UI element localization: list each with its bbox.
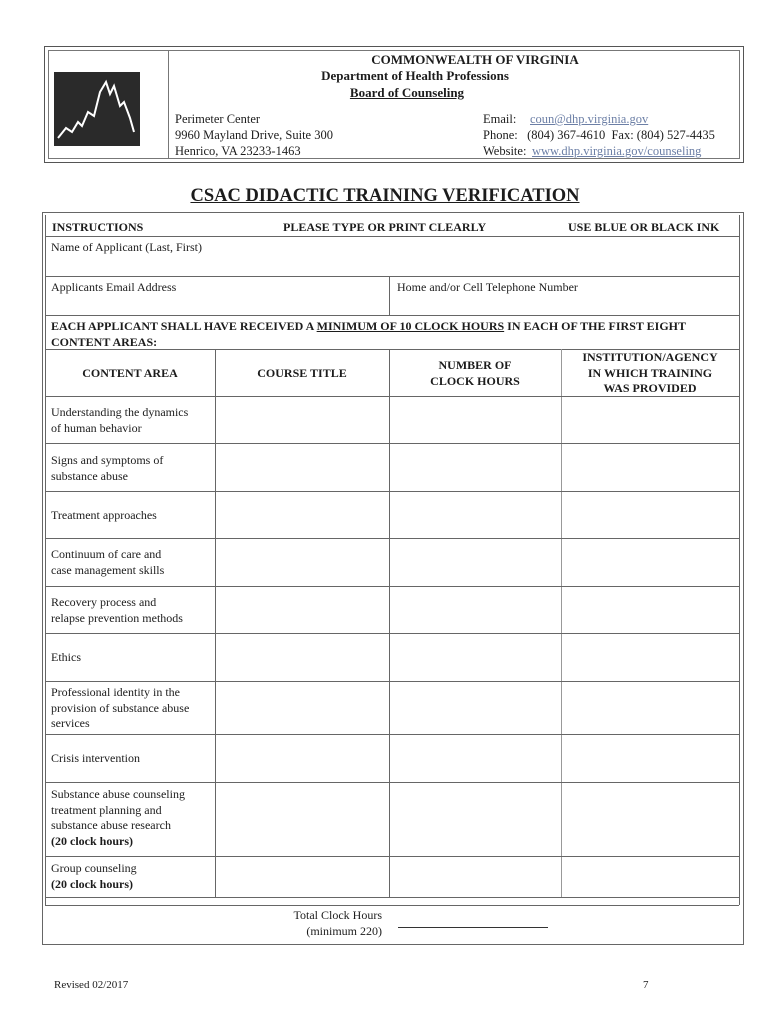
table-row: Substance abuse counseling treatment planning and substance abuse research (20 clock hours)	[51, 787, 185, 848]
clock-hours-header: NUMBER OF CLOCK HOURS	[430, 358, 520, 388]
total-hours-field[interactable]	[398, 911, 548, 927]
applicant-email-label: Applicants Email Address	[51, 280, 177, 294]
telephone-label: Home and/or Cell Telephone Number	[397, 280, 578, 294]
table-row: Ethics	[51, 650, 81, 664]
table-row: Recovery process and relapse prevention methods	[51, 595, 183, 625]
form-title: CSAC DIDACTIC TRAINING VERIFICATION	[190, 186, 580, 206]
address-line-3: Henrico, VA 23233-1463	[175, 144, 301, 158]
ink-label: USE BLUE OR BLACK INK	[568, 220, 720, 234]
applicant-email-field[interactable]	[46, 277, 388, 315]
letterhead-divider	[168, 50, 169, 159]
training-verification-form	[42, 212, 744, 945]
agency-logo	[54, 72, 140, 146]
table-row: Treatment approaches	[51, 508, 157, 522]
phone-fax-line: Phone: (804) 367-4610 Fax: (804) 527-4435	[483, 128, 715, 142]
org-name: COMMONWEALTH OF VIRGINIA	[371, 52, 579, 67]
total-clock-hours-label: Total Clock Hours (minimum 220)	[293, 908, 382, 938]
email-label: Email:	[483, 112, 517, 126]
institution-header: INSTITUTION/AGENCY IN WHICH TRAINING WAS PROVIDED	[582, 350, 718, 395]
requirement-statement: EACH APPLICANT SHALL HAVE RECEIVED A MINIMUM OF 10 CLOCK HOURS IN EACH OF THE FIRST EIGHT CONTENT AREAS:	[51, 319, 686, 349]
applicant-name-label: Name of Applicant (Last, First)	[51, 240, 202, 254]
table-row: Understanding the dynamics of human behavior	[51, 405, 189, 435]
table-row: Signs and symptoms of substance abuse	[51, 453, 164, 483]
instructions-label: INSTRUCTIONS	[52, 220, 144, 234]
telephone-field[interactable]	[390, 277, 738, 315]
table-row: Professional identity in the provision of substance abuse services	[51, 685, 190, 730]
print-clearly-label: PLEASE TYPE OR PRINT CLEARLY	[283, 220, 487, 234]
content-area-header: CONTENT AREA	[82, 366, 178, 380]
website-link[interactable]: www.dhp.virginia.gov/counseling	[532, 144, 702, 158]
table-row: Group counseling (20 clock hours)	[51, 861, 137, 891]
board-name: Board of Counseling	[349, 85, 465, 100]
applicant-name-field[interactable]	[46, 237, 738, 276]
address-line-2: 9960 Mayland Drive, Suite 300	[175, 128, 333, 142]
table-row: Continuum of care and case management skills	[51, 547, 165, 577]
address-line-1: Perimeter Center	[175, 112, 261, 126]
revision-date: Revised 02/2017	[54, 979, 129, 991]
website-label: Website:	[483, 144, 527, 158]
table-row: Crisis intervention	[51, 751, 140, 765]
course-title-header: COURSE TITLE	[257, 366, 347, 380]
email-link[interactable]: coun@dhp.virginia.gov	[530, 112, 649, 126]
page-number: 7	[643, 979, 649, 991]
department-name: Department of Health Professions	[321, 68, 509, 83]
total-hours-line	[398, 927, 548, 928]
